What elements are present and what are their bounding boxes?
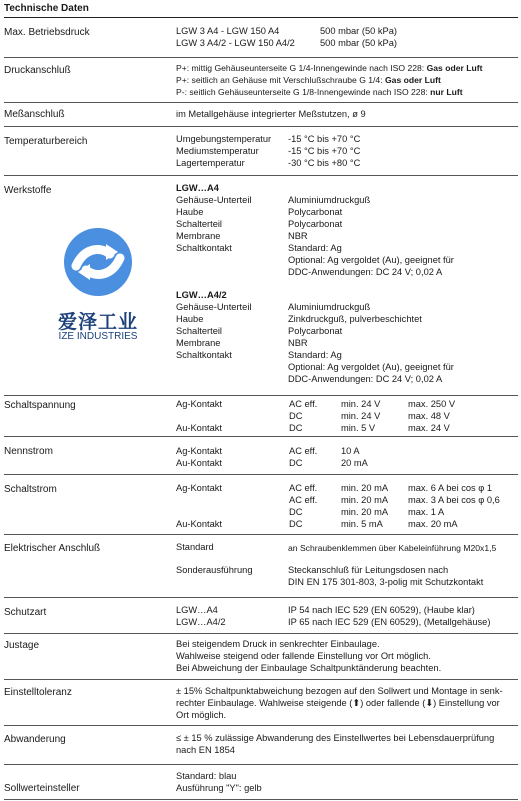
drift-text: ≤ ± 15 % zulässige Abwanderung des Einstellwertes bei Lebensdauerprüfung [176, 733, 495, 743]
material-value: Aluminiumdruckguß [288, 195, 371, 205]
material-value: NBR [288, 231, 308, 241]
ize-emblem-icon [48, 218, 148, 306]
row-messanschluss [4, 103, 518, 127]
connection-line: P+: seitlich an Gehäuse mit Verschlußschraube G 1/4: Gas oder Luft [176, 75, 441, 85]
row-label: Meßanschluß [4, 109, 65, 120]
row-label: Schaltspannung [4, 400, 76, 411]
row-justage [4, 634, 518, 680]
variant-desc: DIN EN 175 301-803, 3-polig mit Schutzkontakt [288, 577, 484, 587]
row-schutzart [4, 598, 518, 634]
section-title: Technische Daten [4, 0, 518, 18]
row-label: Einstelltoleranz [4, 687, 72, 698]
contact-option: Optional: Ag vergoldet (Au), geeignet für [288, 362, 454, 372]
current-type: DC [289, 458, 303, 468]
protection-class: IP 65 nach IEC 529 (EN 60529), (Metallgehäuse) [288, 617, 491, 627]
rated-value: 20 mA [341, 458, 368, 468]
variant-name: Standard [176, 542, 214, 552]
row-label: Max. Betriebsdruck [4, 27, 90, 38]
material-value: Polycarbonat [288, 207, 343, 217]
min-value: min. 24 V [341, 399, 381, 409]
material-value: Polycarbonat [288, 219, 343, 229]
max-value: max. 24 V [408, 423, 450, 433]
rated-value: 10 A [341, 446, 360, 456]
row-druckanschluss [4, 58, 518, 103]
contact-type: Au-Kontakt [176, 458, 222, 468]
row-label: Sollwerteinsteller [4, 783, 80, 794]
row-label: Schutzart [4, 607, 47, 618]
model-range: LGW 3 A4/2 - LGW 150 A4/2 [176, 38, 295, 48]
model-range: LGW 3 A4 - LGW 150 A4 [176, 26, 280, 36]
contact-type: Ag-Kontakt [176, 483, 222, 493]
row-sollwerteinsteller [4, 765, 518, 800]
material-part: Haube [176, 314, 204, 324]
model-name: LGW…A4/2 [176, 617, 226, 627]
arrow-down-icon: ⬇ [425, 698, 434, 708]
row-label: Temperaturbereich [4, 136, 88, 147]
model-name: LGW…A4 [176, 605, 218, 615]
material-part: Membrane [176, 231, 221, 241]
min-value: min. 20 mA [341, 495, 389, 505]
arrow-up-icon: ⬆ [352, 698, 361, 708]
max-value: max. 250 V [408, 399, 456, 409]
row-temperaturbereich [4, 127, 518, 176]
material-value: Standard: Ag [288, 243, 342, 253]
material-value: Aluminiumdruckguß [288, 302, 371, 312]
variant-desc: Steckanschluß für Leitungsdosen nach [288, 565, 449, 575]
max-value: max. 1 A [408, 507, 445, 517]
row-elektrischer-anschluss [4, 535, 518, 598]
value-text: im Metallgehäuse integrierter Meßstutzen, ø 9 [176, 109, 366, 119]
tolerance-text: ± 15% Schaltpunktabweichung bezogen auf den Sollwert und Montage in senk- [176, 686, 503, 696]
setpoint-color: Standard: blau [176, 771, 237, 781]
material-part: Schalterteil [176, 219, 222, 229]
variant-desc: an Schraubenklemmen über Kabeleinführung M20x1,5 [288, 543, 497, 553]
setpoint-color: Ausführung "Y": gelb [176, 783, 262, 793]
temp-name: Lagertemperatur [176, 158, 245, 168]
material-part: Schalterteil [176, 326, 222, 336]
row-label: Schaltstrom [4, 484, 57, 495]
group-title: LGW…A4/2 [176, 290, 227, 300]
material-part: Gehäuse-Unterteil [176, 302, 252, 312]
row-abwanderung [4, 726, 518, 765]
connection-line: P-: seitlich Gehäuseunterseite G 1/8-Innengewinde nach ISO 228: nur Luft [176, 87, 463, 97]
max-value: max. 3 A bei cos φ 0,6 [408, 495, 500, 505]
current-type: AC eff. [289, 495, 318, 505]
connection-line: P+: mittig Gehäuseunterseite G 1/4-Innengewinde nach ISO 228: Gas oder Luft [176, 63, 483, 73]
row-einstelltoleranz [4, 680, 518, 726]
temp-range: -15 °C bis +70 °C [288, 134, 361, 144]
row-label: Elektrischer Anschluß [4, 543, 101, 554]
row-label: Abwanderung [4, 734, 66, 745]
max-value: max. 20 mA [408, 519, 458, 529]
current-type: AC eff. [289, 483, 318, 493]
current-type: AC eff. [289, 399, 318, 409]
row-label: Werkstoffe [4, 185, 52, 196]
contact-type: Ag-Kontakt [176, 399, 222, 409]
material-part: Haube [176, 207, 204, 217]
material-value: Polycarbonat [288, 326, 343, 336]
temp-range: -15 °C bis +70 °C [288, 146, 361, 156]
variant-name: Sonderausführung [176, 565, 253, 575]
row-label: Justage [4, 640, 40, 651]
row-label: Nennstrom [4, 446, 53, 457]
contact-option: DDC-Anwendungen: DC 24 V; 0,02 A [288, 267, 443, 277]
contact-type: Ag-Kontakt [176, 446, 222, 456]
min-value: min. 20 mA [341, 507, 389, 517]
ize-logo [48, 218, 148, 350]
temp-name: Umgebungstemperatur [176, 134, 272, 144]
material-part: Membrane [176, 338, 221, 348]
contact-option: Optional: Ag vergoldet (Au), geeignet für [288, 255, 454, 265]
logo-cn-text: 爱泽工业 [57, 312, 138, 333]
protection-class: IP 54 nach IEC 529 (EN 60529), (Haube klar) [288, 605, 475, 615]
pressure-value: 500 mbar (50 kPa) [320, 38, 397, 48]
material-value: NBR [288, 338, 308, 348]
material-value: Zinkdruckguß, pulverbeschichtet [288, 314, 422, 324]
row-label: Druckanschluß [4, 65, 71, 76]
temp-range: -30 °C bis +80 °C [288, 158, 361, 168]
temp-name: Mediumstemperatur [176, 146, 259, 156]
material-part: Schaltkontakt [176, 350, 232, 360]
row-schaltspannung [4, 396, 518, 437]
contact-type: Au-Kontakt [176, 519, 222, 529]
min-value: min. 5 mA [341, 519, 383, 529]
material-part: Gehäuse-Unterteil [176, 195, 252, 205]
current-type: DC [289, 423, 303, 433]
min-value: min. 5 V [341, 423, 376, 433]
current-type: AC eff. [289, 446, 318, 456]
material-value: Standard: Ag [288, 350, 342, 360]
material-part: Schaltkontakt [176, 243, 232, 253]
current-type: DC [289, 507, 303, 517]
row-schaltstrom [4, 475, 518, 535]
tolerance-text: Ort möglich. [176, 710, 227, 720]
min-value: min. 24 V [341, 411, 381, 421]
contact-option: DDC-Anwendungen: DC 24 V; 0,02 A [288, 374, 443, 384]
max-value: max. 6 A bei cos φ 1 [408, 483, 493, 493]
current-type: DC [289, 519, 303, 529]
datasheet [4, 0, 518, 801]
adjust-text: Bei steigendem Druck in senkrechter Einbaulage. [176, 639, 380, 649]
pressure-value: 500 mbar (50 kPa) [320, 26, 397, 36]
row-nennstrom [4, 437, 518, 475]
drift-text: nach EN 1854 [176, 745, 235, 755]
adjust-text: Wahlweise steigend oder fallende Einstellung vor Ort möglich. [176, 651, 431, 661]
group-title: LGW…A4 [176, 183, 219, 193]
adjust-text: Bei Abweichung der Einbaulage Schaltpunktänderung beachten. [176, 663, 442, 673]
max-value: max. 48 V [408, 411, 450, 421]
logo-en-text: IZE INDUSTRIES [58, 331, 138, 342]
min-value: min. 20 mA [341, 483, 389, 493]
tolerance-text: rechter Einbaulage. Wahlweise steigende (⬆) oder fallende (⬇) Einstellung vor [176, 698, 500, 708]
current-type: DC [289, 411, 303, 421]
row-max-betriebsdruck [4, 18, 518, 58]
contact-type: Au-Kontakt [176, 423, 222, 433]
